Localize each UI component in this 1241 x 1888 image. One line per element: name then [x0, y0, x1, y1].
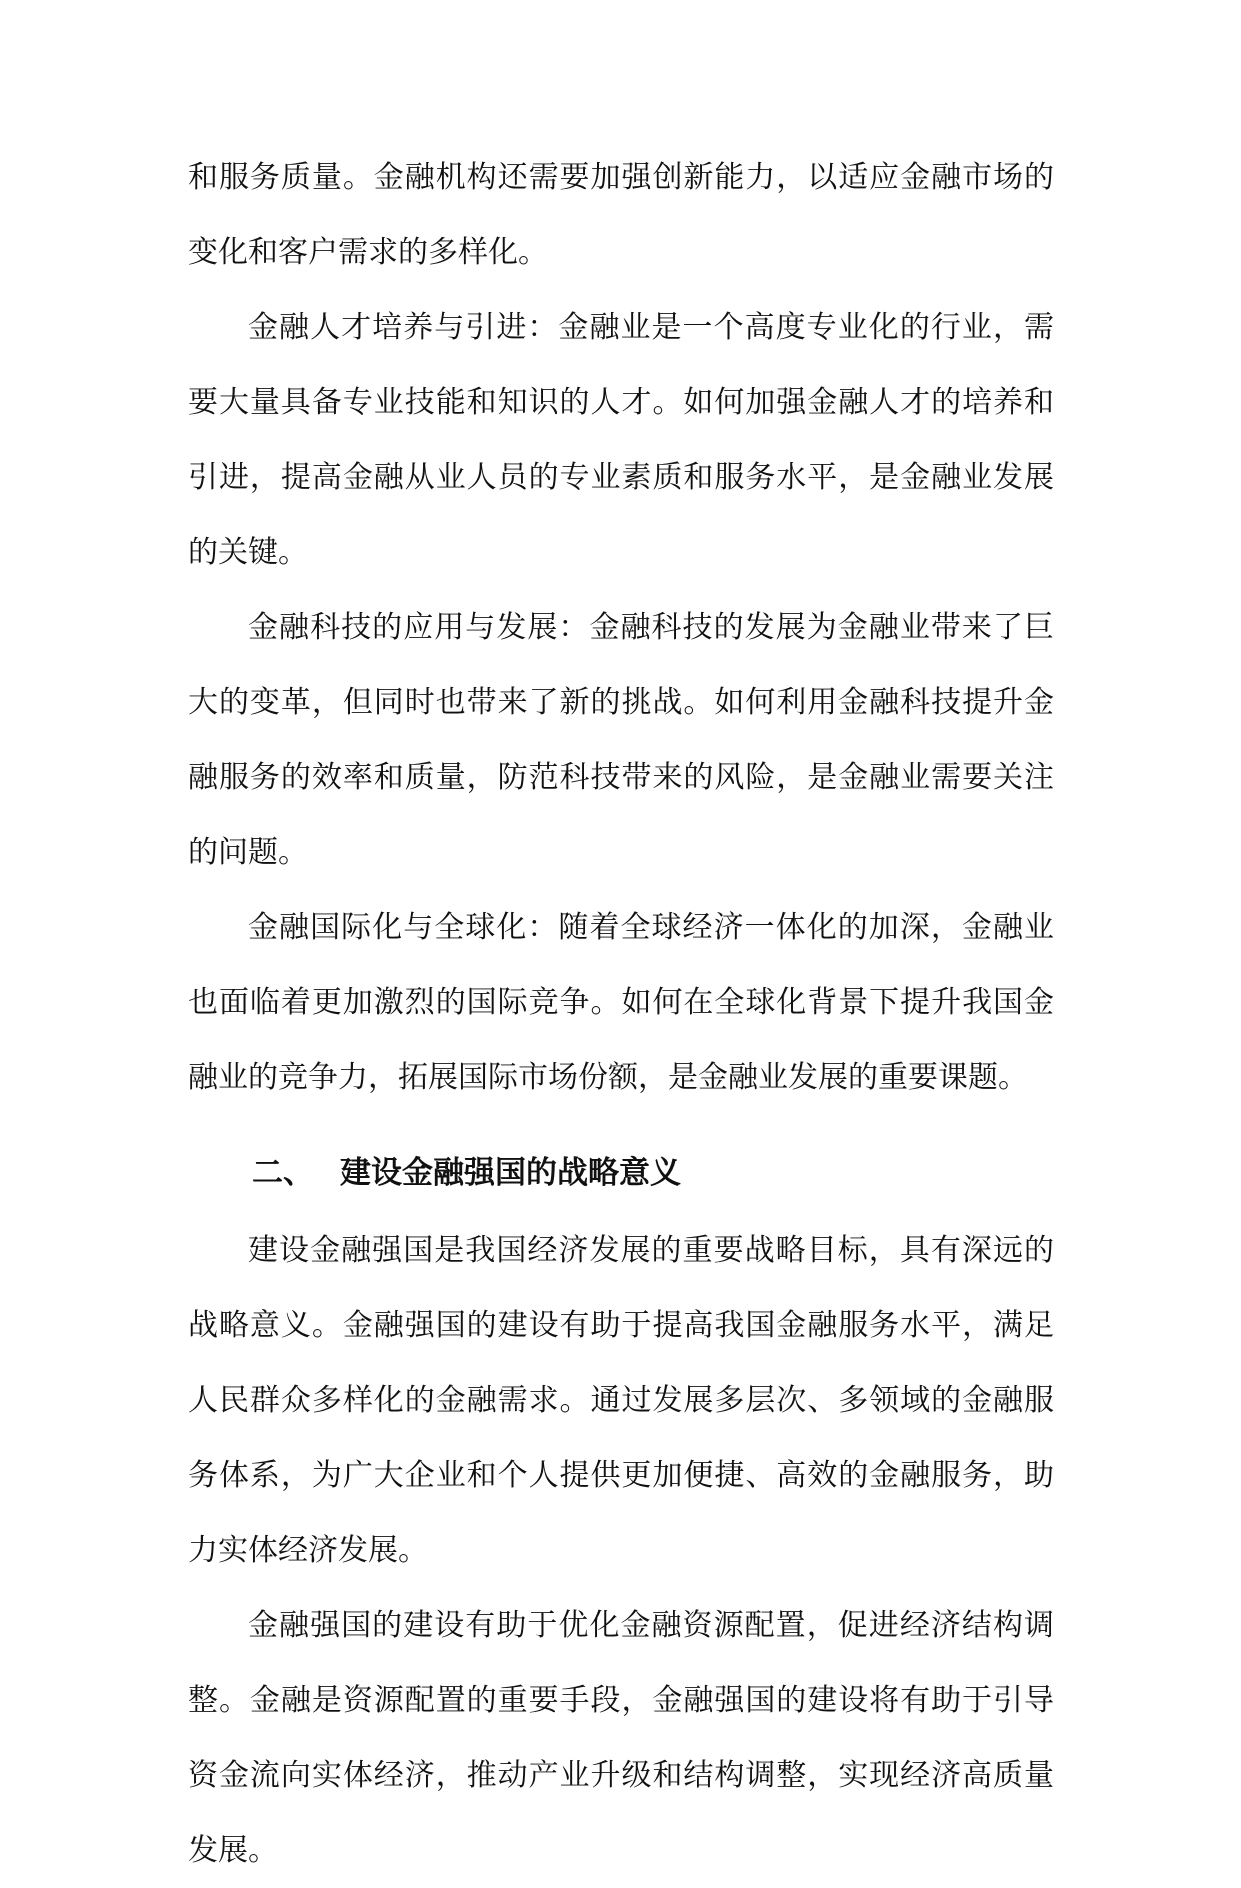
section-number: 二、	[252, 1155, 314, 1191]
paragraph-internationalization: 金融国际化与全球化：随着全球经济一体化的加深，金融业也面临着更加激烈的国际竞争。如何在全球化背景下提升我国金融业的竞争力，拓展国际市场份额，是金融业发展的重要课题。	[188, 910, 1054, 1095]
paragraph-fintech: 金融科技的应用与发展：金融科技的发展为金融业带来了巨大的变革，但同时也带来了新的挑战。如何利用金融科技提升金融服务的效率和质量，防范科技带来的风险，是金融业需要关注的问题。	[188, 610, 1054, 870]
section-title: 建设金融强国的战略意义	[340, 1155, 681, 1191]
paragraph-talent: 金融人才培养与引进：金融业是一个高度专业化的行业，需要大量具备专业技能和知识的人才。如何加强金融人才的培养和引进，提高金融从业人员的专业素质和服务水平，是金融业发展的关键。	[188, 310, 1054, 570]
paragraph-continuation: 和服务质量。金融机构还需要加强创新能力，以适应金融市场的变化和客户需求的多样化。	[188, 160, 1054, 270]
document-body	[188, 140, 1054, 1888]
paragraph-resource-allocation: 金融强国的建设有助于优化金融资源配置，促进经济结构调整。金融是资源配置的重要手段，金融强国的建设将有助于引导资金流向实体经济，推动产业升级和结构调整，实现经济高质量发展。	[188, 1608, 1054, 1868]
paragraph-strategic-significance: 建设金融强国是我国经济发展的重要战略目标，具有深远的战略意义。金融强国的建设有助于提高我国金融服务水平，满足人民群众多样化的金融需求。通过发展多层次、多领域的金融服务体系，为广大企业和个人提供更加便捷、高效的金融服务，助力实体经济发展。	[188, 1233, 1054, 1568]
section-heading	[188, 1133, 1054, 1213]
